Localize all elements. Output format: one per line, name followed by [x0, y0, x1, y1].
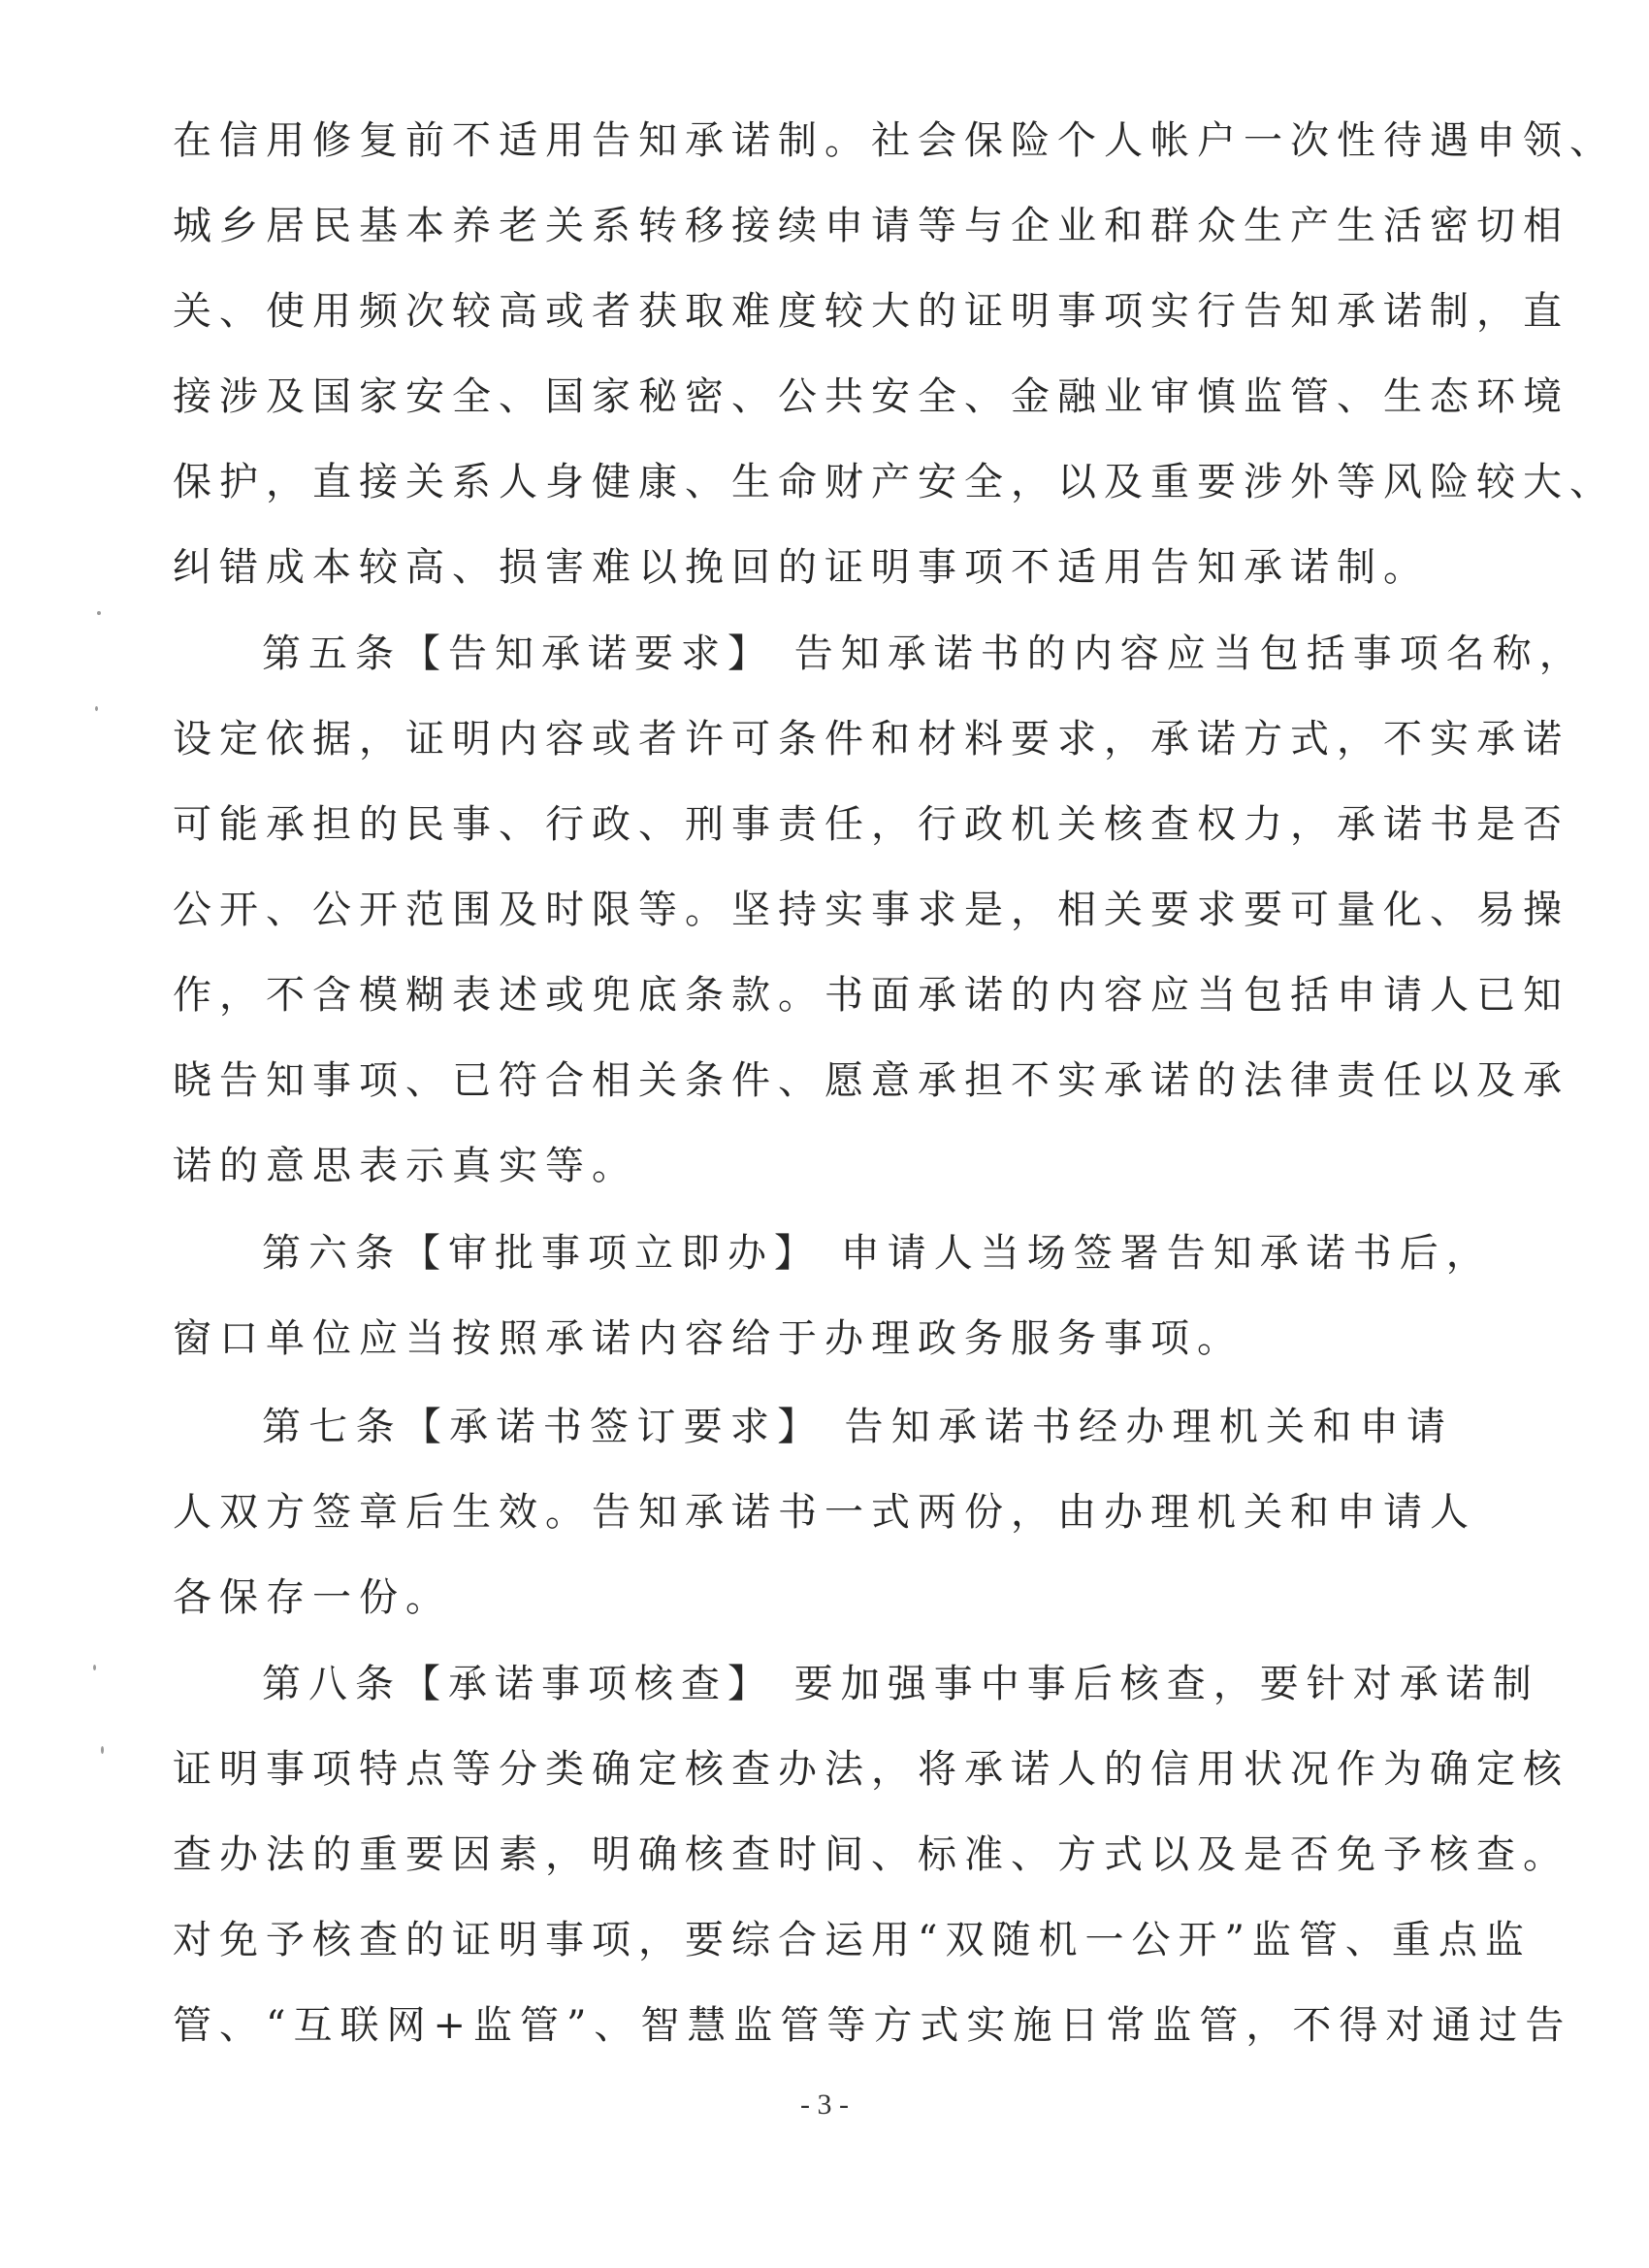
- article-8-heading-line: 第八条【承诺事项核查】 要加强事中事后核查，要针对承诺制: [262, 1662, 1539, 1706]
- text-line: 保护，直接关系人身健康、生命财产安全，以及重要涉外等风险较大、: [173, 460, 1616, 504]
- text-line: 诺的意思表示真实等。: [173, 1144, 638, 1188]
- article-7-heading-line: 第七条【承诺书签订要求】 告知承诺书经办理机关和申请: [262, 1405, 1453, 1449]
- text-line: 作，不含模糊表述或兜底条款。书面承诺的内容应当包括申请人已知: [173, 973, 1569, 1018]
- scan-speck: [95, 706, 98, 711]
- text-line: 纠错成本较高、损害难以挽回的证明事项不适用告知承诺制。: [173, 545, 1430, 590]
- text-line: 人双方签章后生效。告知承诺书一式两份，由办理机关和申请人: [173, 1490, 1476, 1535]
- text-line: 接涉及国家安全、国家秘密、公共安全、金融业审慎监管、生态环境: [173, 374, 1569, 419]
- text-line: 窗口单位应当按照承诺内容给于办理政务服务事项。: [173, 1316, 1244, 1361]
- scan-speck: [101, 1746, 104, 1754]
- text-line: 证明事项特点等分类确定核查办法，将承诺人的信用状况作为确定核: [173, 1747, 1569, 1792]
- page-number: - 3 -: [800, 2089, 849, 2121]
- text-line: 在信用修复前不适用告知承诺制。社会保险个人帐户一次性待遇申领、: [173, 118, 1616, 163]
- text-line: 城乡居民基本养老关系转移接续申请等与企业和群众生产生活密切相: [173, 204, 1569, 248]
- text-line: 对免予核查的证明事项，要综合运用“双随机一公开”监管、重点监: [173, 1918, 1532, 1962]
- article-6-heading-line: 第六条【审批事项立即办】 申请人当场签署告知承诺书后，: [262, 1231, 1493, 1276]
- text-line: 公开、公开范围及时限等。坚持实事求是，相关要求要可量化、易操: [173, 888, 1569, 932]
- text-line: 各保存一份。: [173, 1575, 452, 1620]
- article-5-heading-line: 第五条【告知承诺要求】 告知承诺书的内容应当包括事项名称，: [262, 632, 1586, 676]
- text-line: 设定依据，证明内容或者许可条件和材料要求，承诺方式，不实承诺: [173, 717, 1569, 761]
- text-line: 查办法的重要因素，明确核查时间、标准、方式以及是否免予核查。: [173, 1832, 1569, 1877]
- text-line: 关、使用频次较高或者获取难度较大的证明事项实行告知承诺制，直: [173, 289, 1569, 334]
- text-line: 管、“互联网+监管”、智慧监管等方式实施日常监管，不得对通过告: [173, 2003, 1572, 2048]
- scan-speck: [93, 1665, 96, 1670]
- scan-speck: [97, 611, 101, 615]
- text-line: 可能承担的民事、行政、刑事责任，行政机关核查权力，承诺书是否: [173, 802, 1569, 847]
- text-line: 晓告知事项、已符合相关条件、愿意承担不实承诺的法律责任以及承: [173, 1058, 1569, 1103]
